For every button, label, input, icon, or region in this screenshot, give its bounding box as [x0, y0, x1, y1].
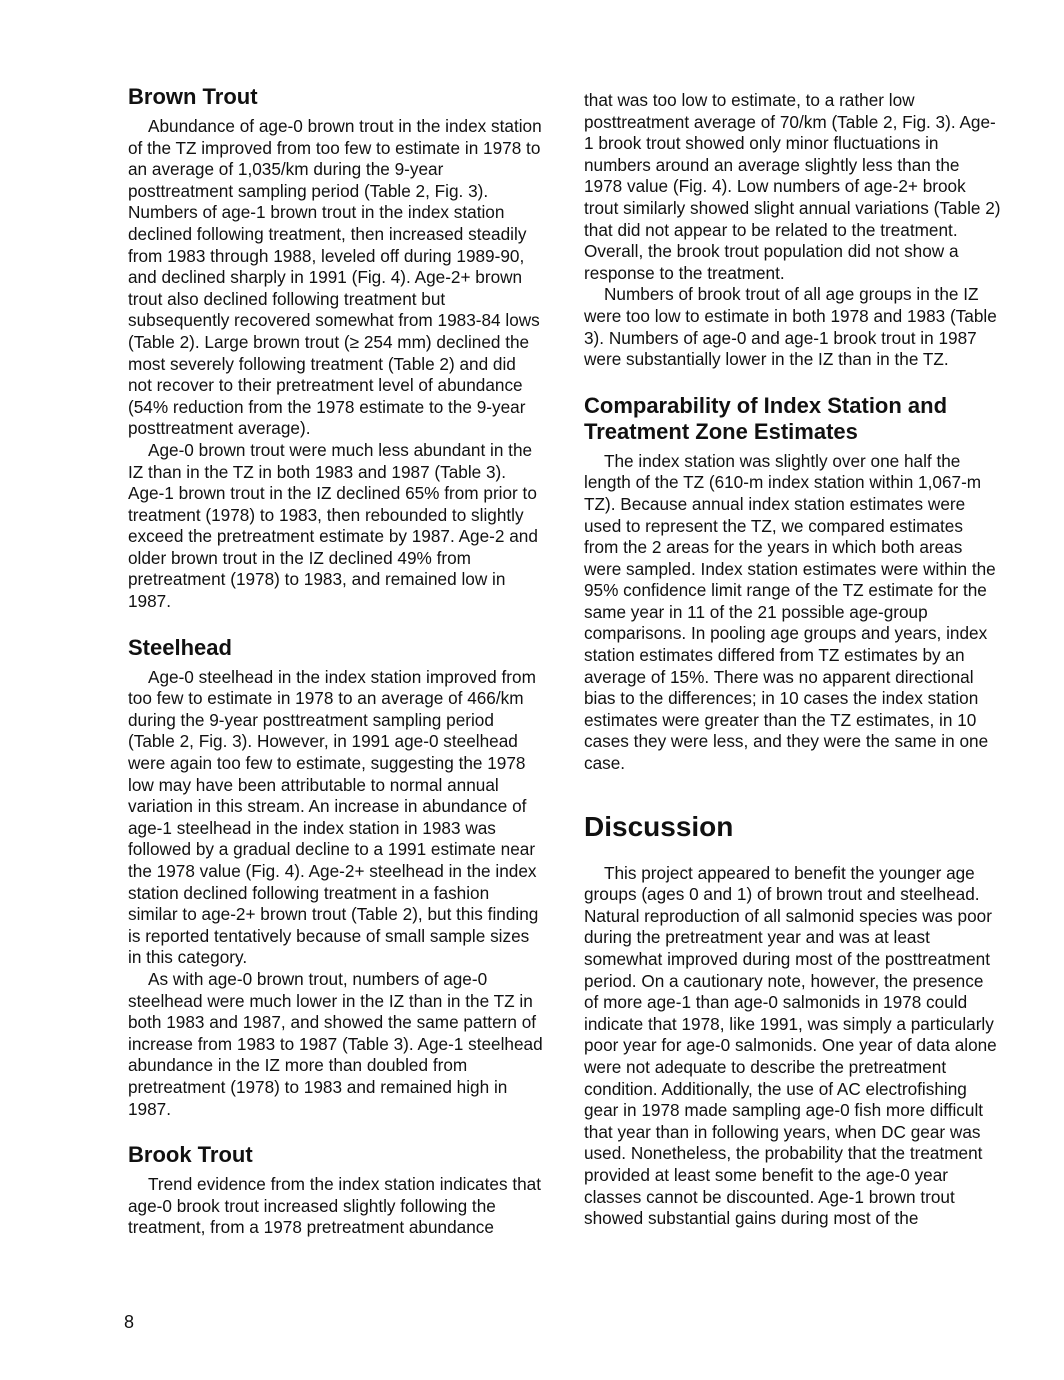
brown-trout-paragraph-2: Age-0 brown trout were much less abundant in the IZ than in the TZ in both 1983 and 1987 (Table 3). Age-1 brown trout in the IZ declined 65% from prior to treatment (1978) to 1983, then rebounded to slightly exceed the pretreatment estimate by 1987. Age-2 and older brown trout in the IZ declined 49% from pretreatment (1978) to 1983, and remained low in 1987. — [128, 439, 538, 612]
steelhead-paragraph-2: As with age-0 brown trout, numbers of age-0 steelhead were much lower in the IZ than in the TZ in both 1983 and 1987, and showed the same pattern of increase from 1983 to 1987 (Table 3). Age-1 steelhead abundance in the IZ more than doubled from pretreatment (1978) to 1983 and remained high in 1987. — [128, 968, 543, 1119]
comparability-heading: Comparability of Index Station and Treatment Zone Estimates — [584, 392, 948, 444]
brook-trout-continued-paragraph: that was too low to estimate, to a rather low posttreatment average of 70/km (Table 2, Fig. 3). Age-1 brook trout showed only minor fluctuations in numbers around an average slightly less than the 1978 value (Fig. 4). Low numbers of age-2+ brook trout similarly showed slight annual variations (Table 2) that did not appear to be related to the treatment. Overall, the brook trout population did not show a response to the treatment. — [584, 90, 1001, 283]
comparability-paragraph-1: The index station was slightly over one half the length of the TZ (610-m index station within 1,067-m TZ). Because annual index station estimates were used to represent the TZ, we compared estimates from the 2 areas for the years in which both areas were sampled. Index station estimates were within the 95% confidence limit range of the TZ estimate for the same year in 11 of the 21 possible age-group comparisons. In pooling age groups and years, index station estimates differed from TZ estimates by an average of 15%. There was no apparent directional bias to the differences; in 10 cases the index station estimates were greater than the TZ estimates, in 10 cases they were less, and they were the same in one case. — [584, 450, 996, 774]
steelhead-heading: Steelhead — [128, 634, 232, 660]
right-column — [584, 90, 1002, 1230]
brown-trout-heading: Brown Trout — [128, 84, 258, 109]
steelhead-paragraph-1: Age-0 steelhead in the index station improved from too few to estimate in 1978 to an average of 466/km during the 9-year posttreatment sampling period (Table 2, Fig. 3). However, in 1991 age-0 steelhead were again too few to estimate, suggesting the 1978 low may have been attributable to normal annual variation in this stream. An increase in abundance of age-1 steelhead in the index station in 1983 was followed by a gradual decline to a 1991 estimate near the 1978 value (Fig. 4). Age-2+ steelhead in the index station declined following treatment in a fashion similar to age-2+ brown trout (Table 2), but this finding is reported tentatively because of small sample sizes in this category. — [128, 666, 539, 968]
section-spacer — [584, 371, 1002, 393]
page-number: 8 — [124, 1312, 135, 1332]
discussion-paragraph-1: This project appeared to benefit the younger age groups (ages 0 and 1) of brown trout and steelhead. Natural reproduction of all salmonid species was poor during the pretreatment year and was at least somewhat improved during most of the posttreatment period. On a cautionary note, however, the presence of more age-1 than age-0 salmonids in 1978 could indicate that 1978, like 1991, was simply a particularly poor year for age-0 salmonids. One year of data alone were not adequate to describe the pretreatment condition. Additionally, the use of AC electrofishing gear in 1978 made sampling age-0 fish more difficult that year than in following years, when DC gear was used. Nonetheless, the probability that the treatment provided at least some benefit to the age-0 year classes cannot be discounted. Age-1 brown trout showed substantial gains during most of the — [584, 862, 997, 1229]
section-spacer — [584, 775, 1002, 811]
brook-trout-paragraph-1: Trend evidence from the index station indicates that age-0 brook trout increased slightly following the treatment, from a 1978 pretreatment abundance — [128, 1174, 541, 1238]
left-column — [128, 84, 543, 1239]
brown-trout-paragraph-1: Abundance of age-0 brown trout in the index station of the TZ improved from too few to estimate in 1978 to an average of 1,035/km during the 9-year posttreatment sampling period (Table 2, Fig. 3). Numbers of age-1 brown trout in the index station declined following treatment, then increased steadily from 1983 through 1988, leveled off during 1989-90, and declined sharply in 1991 (Fig. 4). Age-2+ brown trout also declined following treatment but subsequently recovered somewhat from 1983-84 lows (Table 2). Large brown trout (≥ 254 mm) declined the most severely following treatment (Table 2) and did not recover to their pretreatment level of abundance (54% reduction from the 1978 estimate to the 9-year posttreatment average). — [128, 116, 542, 439]
brook-trout-heading: Brook Trout — [128, 1142, 253, 1168]
brook-trout-paragraph-2: Numbers of brook trout of all age groups in the IZ were too low to estimate in both 1978 and 1983 (Table 3). Numbers of age-0 and age-1 brook trout in 1987 were substantially lower in the IZ than in the TZ. — [584, 284, 997, 370]
section-spacer — [128, 1120, 543, 1142]
discussion-heading: Discussion — [584, 810, 734, 842]
section-spacer — [128, 613, 543, 635]
